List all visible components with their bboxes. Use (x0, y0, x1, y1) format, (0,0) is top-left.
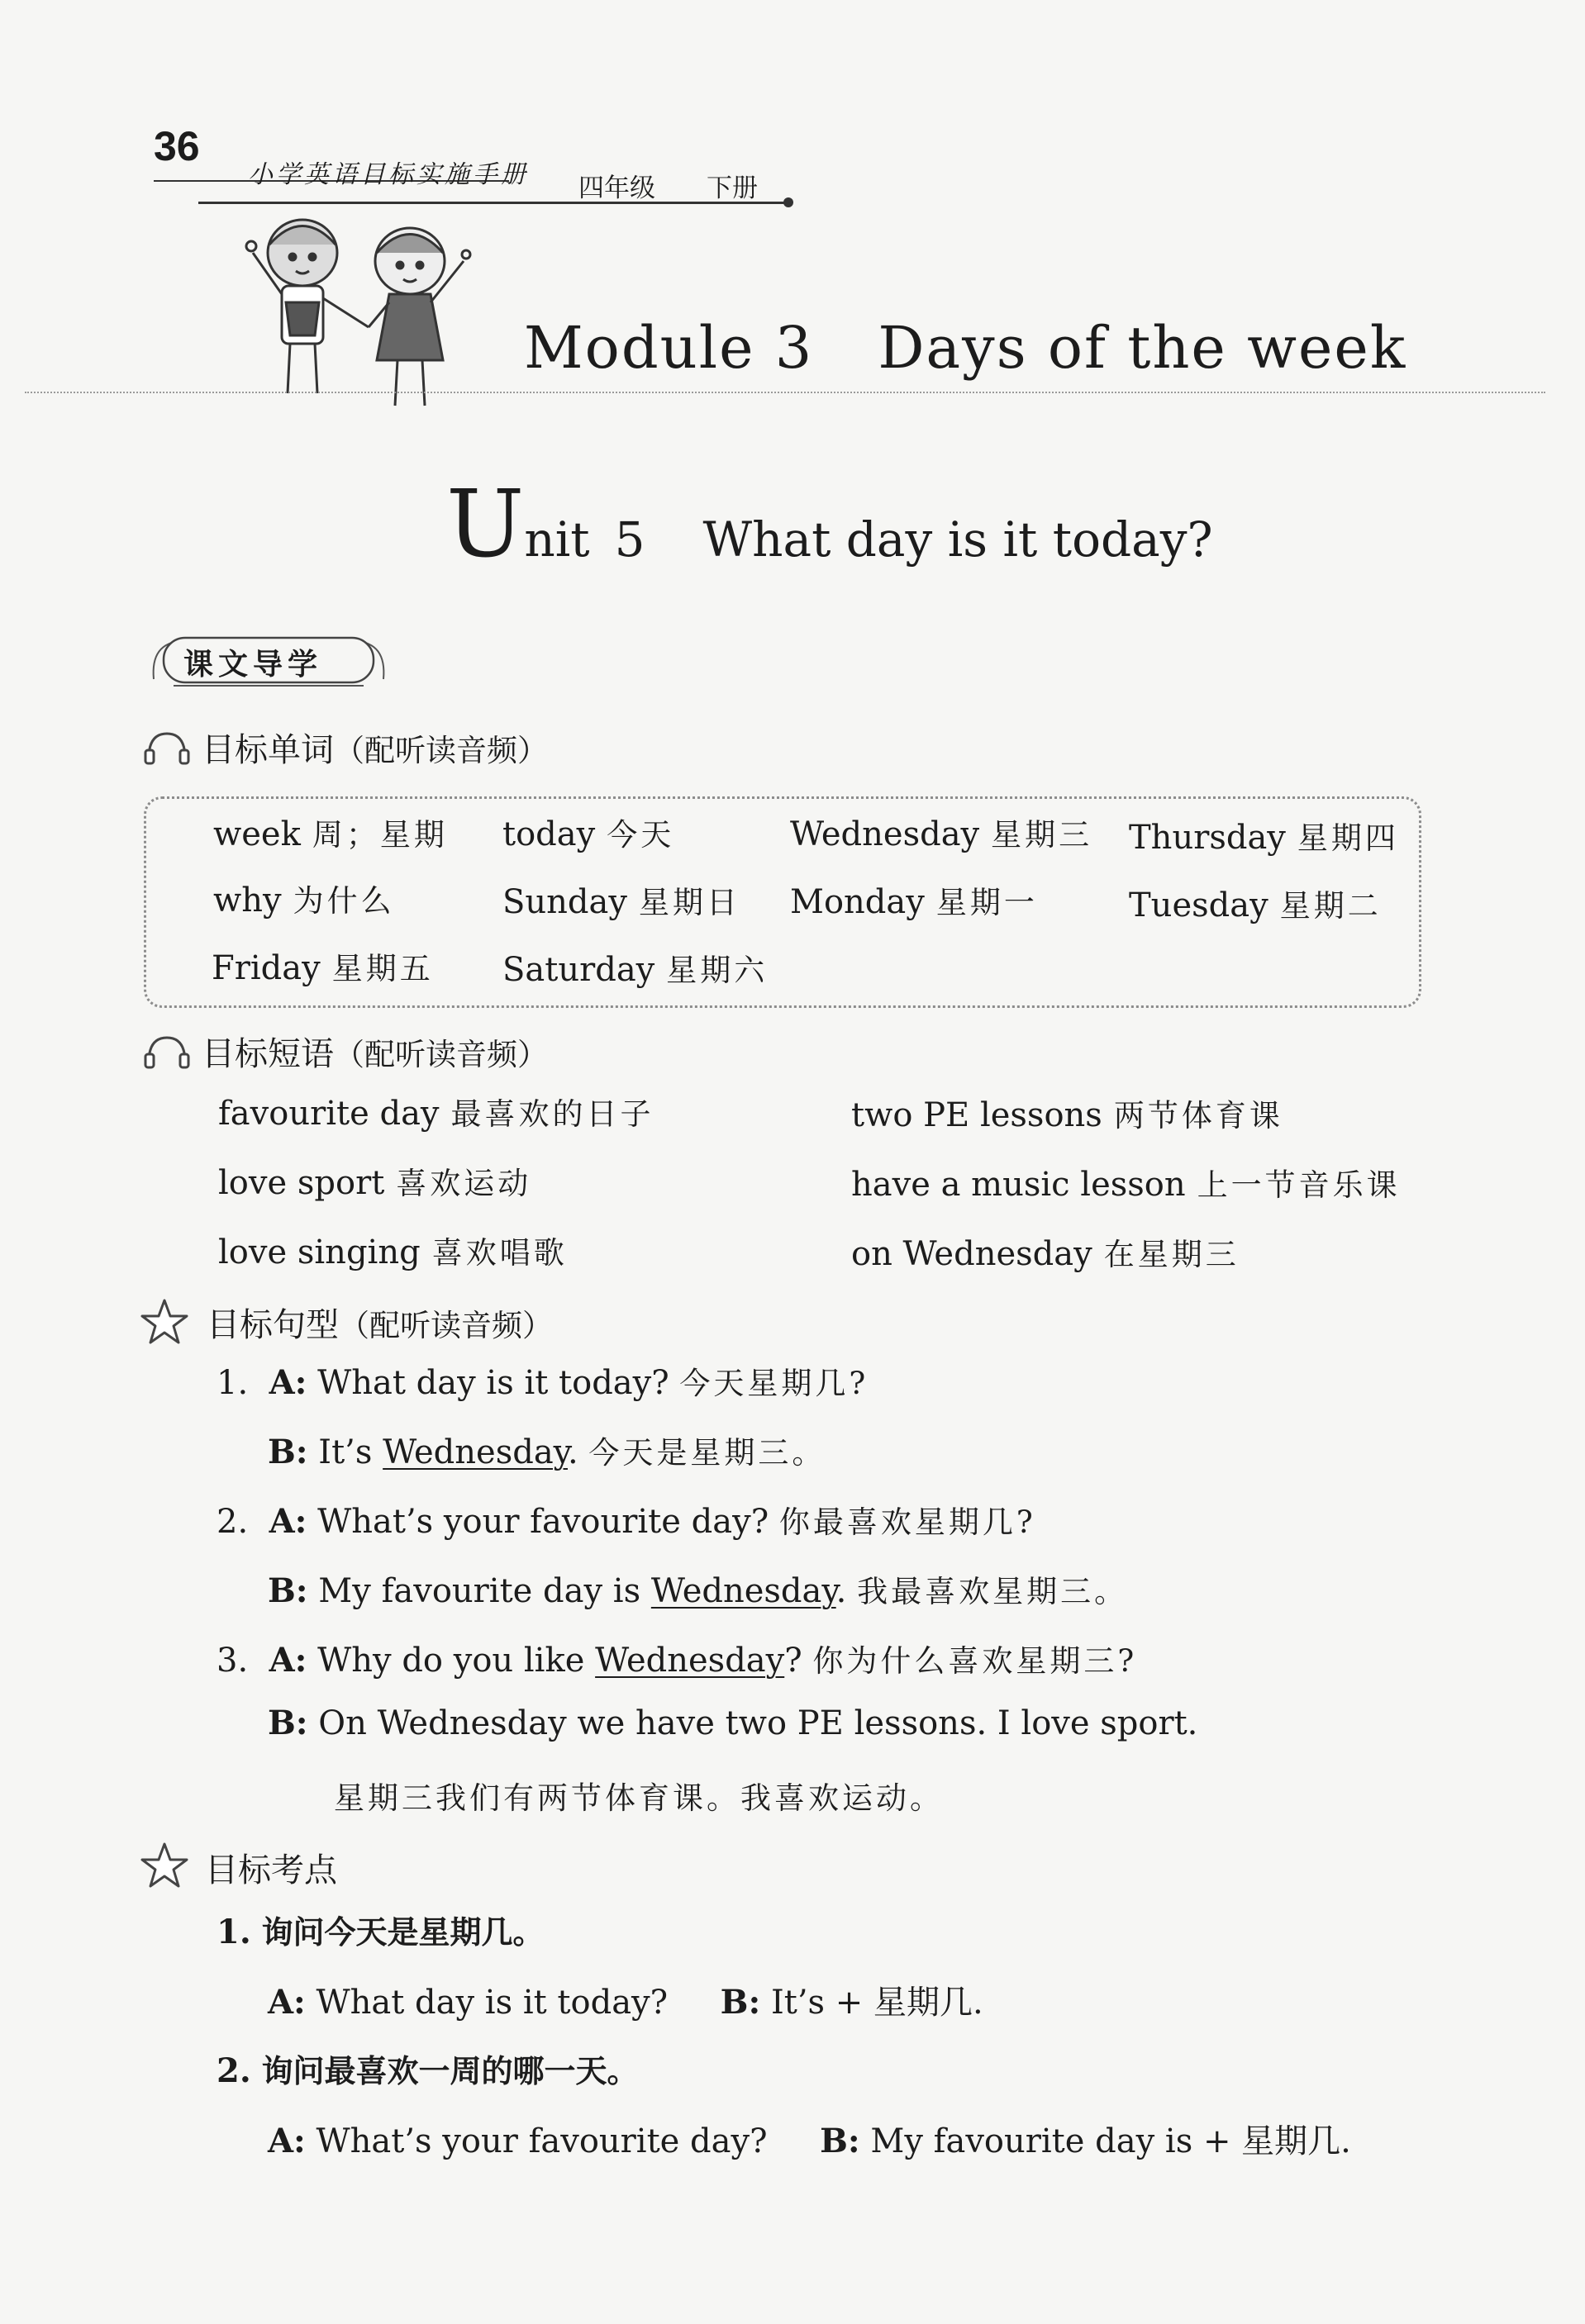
unit-title (446, 471, 1213, 578)
vocab-item: week 周；星期 (213, 815, 448, 853)
vocab-item: Friday 星期五 (212, 949, 434, 987)
phrase-item: love sport 喜欢运动 (218, 1164, 532, 1202)
sentences-heading-note: （配听读音频） (339, 1308, 553, 1343)
unit-word: nit (524, 511, 590, 568)
module-title (524, 314, 1407, 382)
unit-initial: U (446, 471, 525, 578)
headphones-icon (144, 729, 190, 765)
page-number: 36 (154, 123, 200, 169)
phrase-item: favourite day 最喜欢的日子 (218, 1095, 654, 1133)
star-icon (139, 1841, 190, 1890)
phrases-heading (202, 1028, 548, 1075)
header-rule-dot (783, 197, 793, 207)
phrases-heading-note: （配听读音频） (334, 1037, 548, 1072)
star-icon (139, 1297, 190, 1347)
sentence-1-b: B: It’s Wednesday. 今天是星期三。 (268, 1433, 826, 1471)
phrase-item: on Wednesday 在星期三 (851, 1235, 1240, 1273)
point-2-title: 2. 询问最喜欢一周的哪一天。 (217, 2051, 639, 2090)
sentence-1-a: 1. A: What day is it today? 今天星期几? (217, 1363, 869, 1402)
module-label: Module 3 (524, 314, 814, 382)
title-divider (25, 392, 1545, 393)
sentence-3-b: B: On Wednesday we have two PE lessons. I love sport. (268, 1704, 1198, 1742)
sentence-2-b: B: My favourite day is Wednesday. 我最喜欢星期三。 (268, 1571, 1129, 1610)
unit-number: 5 (614, 511, 645, 568)
module-name: Days of the week (878, 314, 1407, 382)
sentence-2-a: 2. A: What’s your favourite day? 你最喜欢星期几? (217, 1502, 1036, 1541)
vocab-heading (202, 724, 548, 771)
section-badge: 课文导学 (183, 647, 323, 682)
vocab-item: Thursday 星期四 (1129, 819, 1399, 857)
point-1-title: 1. 询问今天是星期几。 (217, 1913, 545, 1951)
sentence-3-a: 3. A: Why do you like Wednesday? 你为什么喜欢星期三? (217, 1641, 1138, 1680)
vocab-item: Monday 星期一 (790, 883, 1038, 921)
point-1-example: A: What day is it today? B: It’s + 星期几. (268, 1983, 983, 2022)
vocab-item: Tuesday 星期二 (1129, 886, 1382, 924)
vocab-item: why 为什么 (213, 882, 395, 920)
point-2-example: A: What’s your favourite day? B: My favourite day is + 星期几. (268, 2122, 1351, 2160)
vocab-item: Wednesday 星期三 (790, 815, 1093, 853)
term-label: 下册 (707, 173, 758, 203)
grade-label: 四年级 (578, 173, 655, 203)
points-heading: 目标考点 (205, 1851, 337, 1889)
vocab-item: today 今天 (502, 815, 675, 853)
sentences-heading-text: 目标句型 (207, 1306, 339, 1344)
phrase-item: love singing 喜欢唱歌 (218, 1233, 568, 1271)
unit-question: What day is it today? (702, 511, 1213, 568)
phrases-heading-text: 目标短语 (202, 1035, 334, 1073)
sentence-3-b-translation: 星期三我们有两节体育课。我喜欢运动。 (334, 1780, 944, 1816)
sentences-heading (207, 1299, 553, 1346)
vocab-heading-note: （配听读音频） (334, 733, 548, 768)
headphones-icon (144, 1033, 190, 1069)
vocab-item: Sunday 星期日 (502, 883, 740, 921)
phrase-item: two PE lessons 两节体育课 (851, 1096, 1283, 1134)
vocab-item: Saturday 星期六 (502, 951, 769, 989)
phrase-item: have a music lesson 上一节音乐课 (851, 1166, 1401, 1204)
vocab-heading-text: 目标单词 (202, 731, 334, 769)
series-title: 小学英语目标实施手册 (248, 160, 529, 189)
